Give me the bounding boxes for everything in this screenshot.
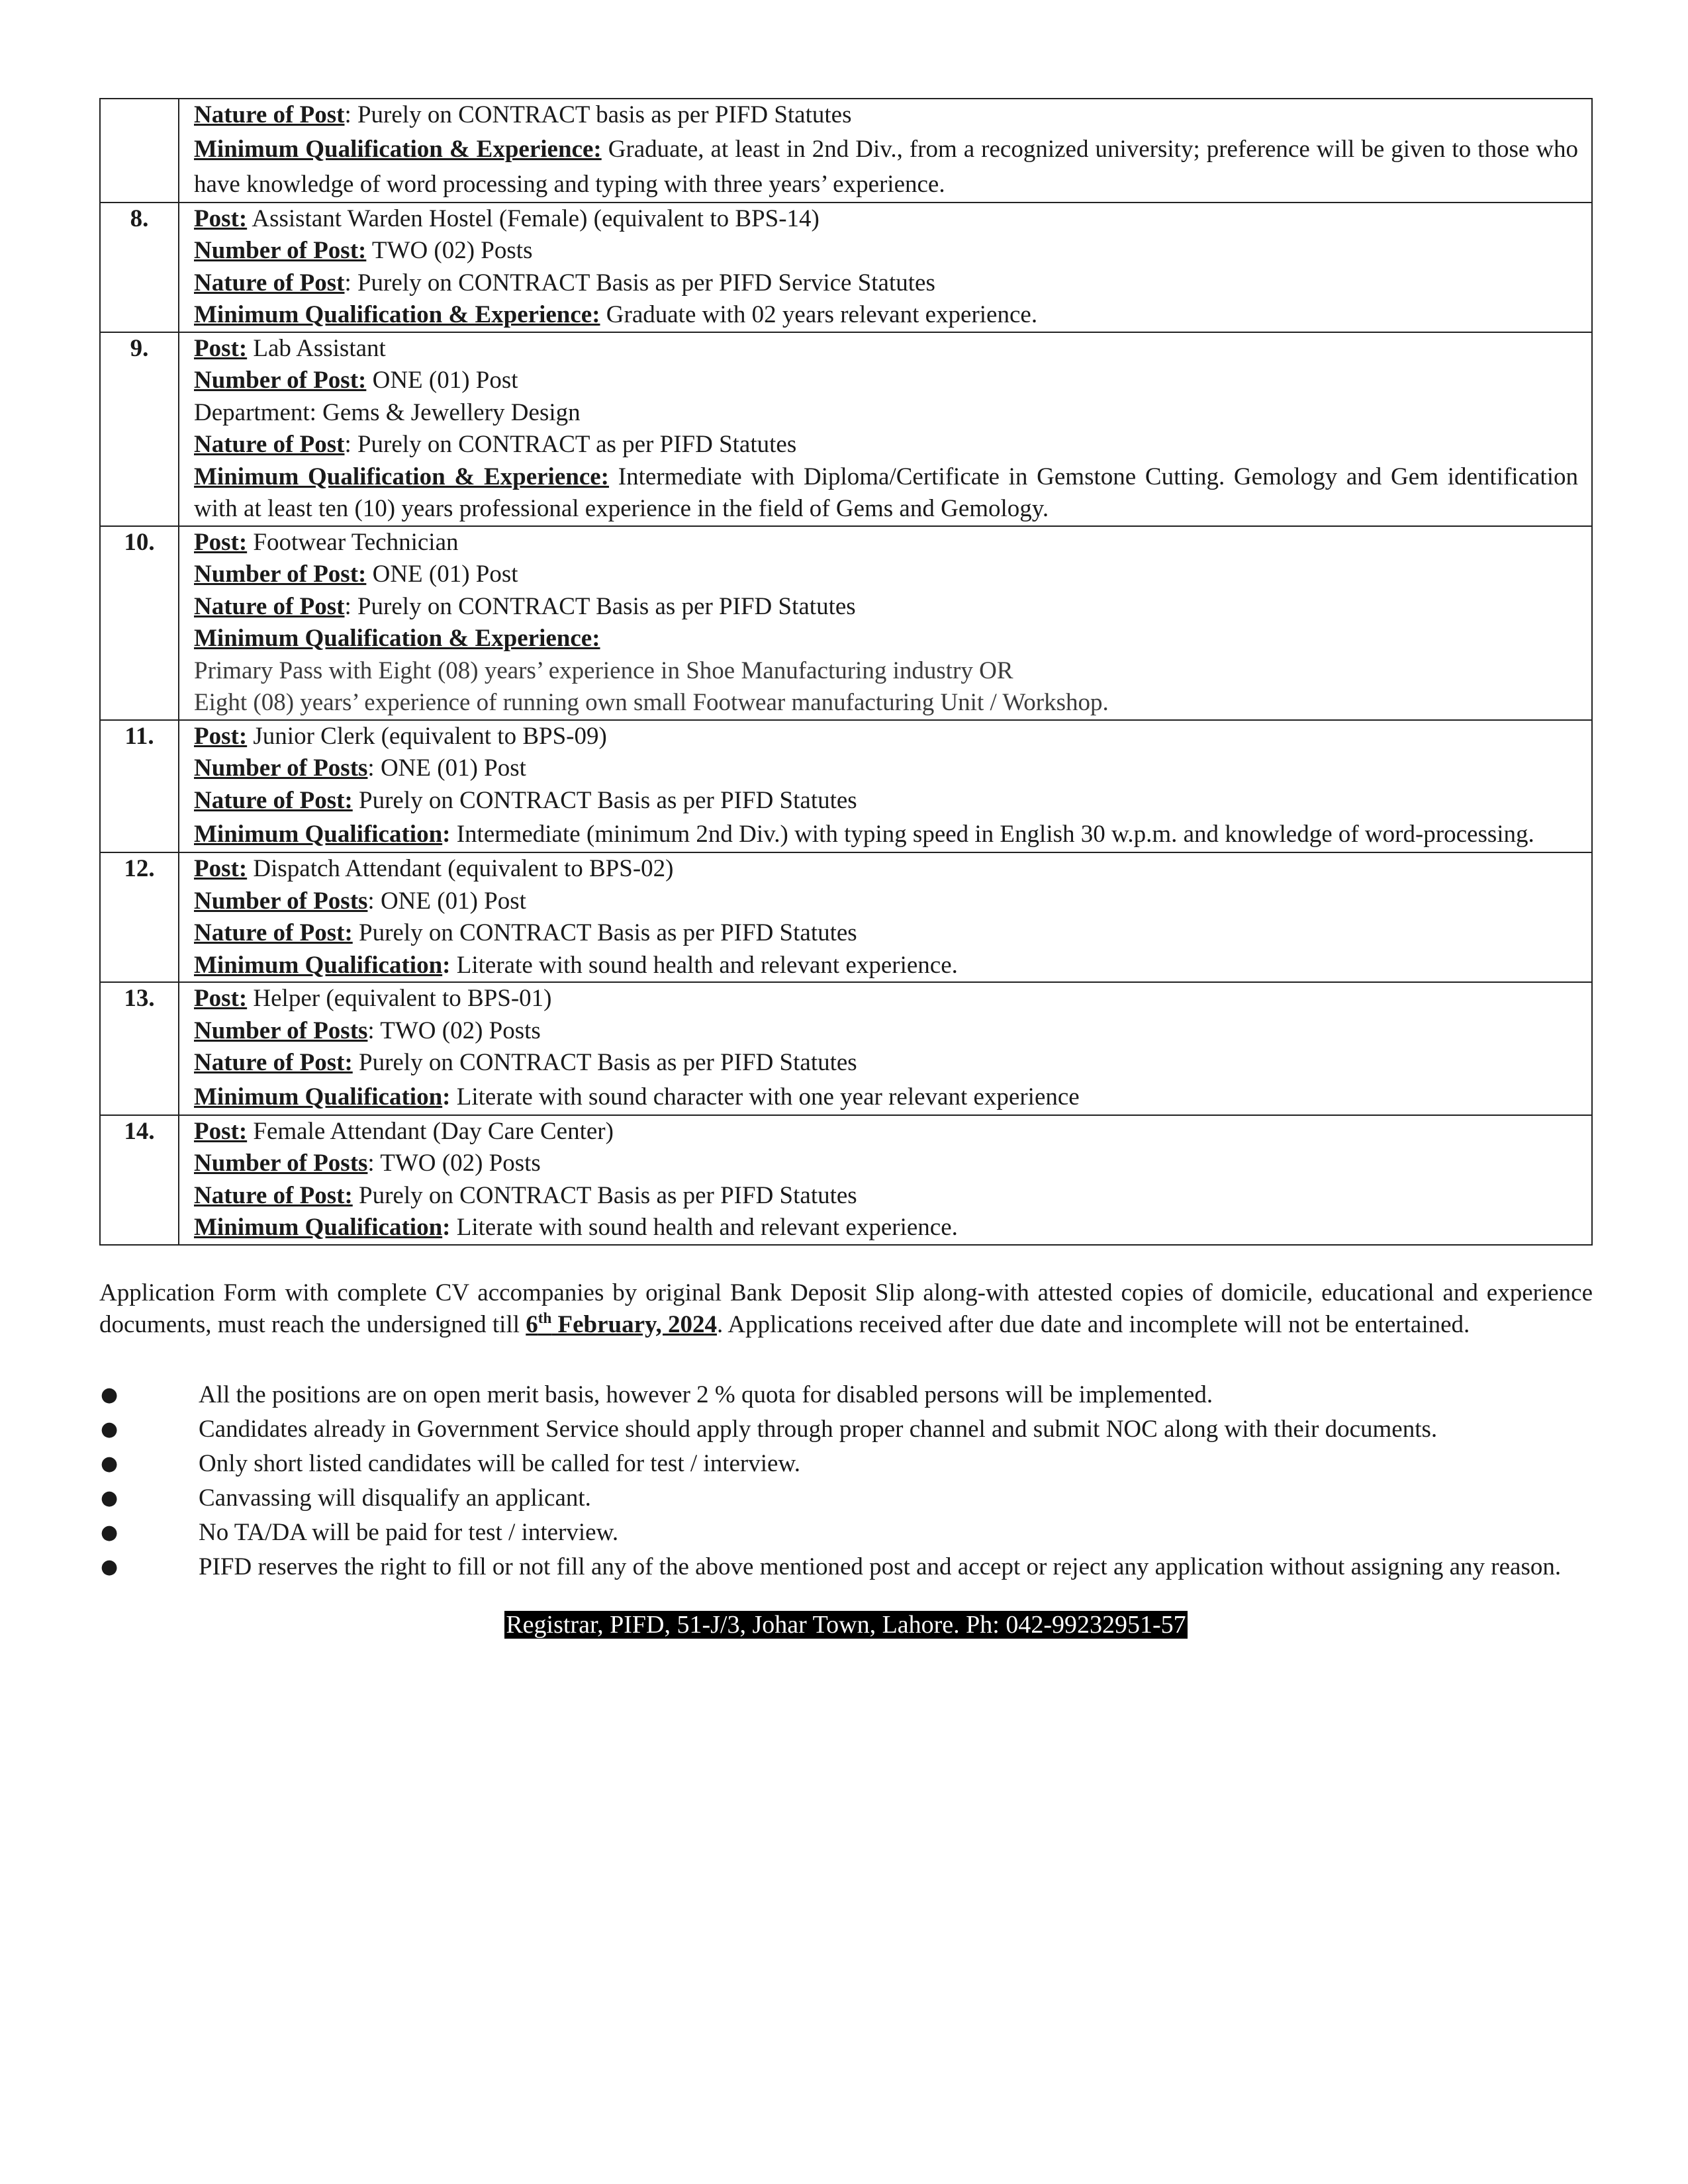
list-item: ● PIFD reserves the right to fill or not fill any of the above mentioned post and accept or reject any application without assigning any reason.	[99, 1550, 1593, 1584]
post-label: Post:	[194, 722, 248, 750]
post-value: Junior Clerk (equivalent to BPS-09)	[247, 722, 607, 750]
nature-label: Nature of Post:	[194, 786, 353, 814]
table-row	[100, 852, 1592, 982]
number-label: Number of Posts	[194, 1150, 368, 1177]
post-value: Assistant Warden Hostel (Female) (equivalent to BPS-14)	[247, 205, 820, 232]
number-value: : ONE (01) Post	[367, 754, 526, 782]
post-details: Post: Female Attendant (Day Care Center) Number of Posts: TWO (02) Posts Nature of Post: Purely on CONTRACT Basis as per PIFD Statutes Minimum Qualification: Literate with sound health and relevant experience.	[179, 1115, 1592, 1245]
min-qual-value: Literate with sound character with one year relevant experience	[450, 1083, 1080, 1111]
min-qual-value: Primary Pass with Eight (08) years’ experience in Shoe Manufacturing industry OR	[194, 657, 1013, 684]
post-details: Post: Dispatch Attendant (equivalent to BPS-02) Number of Posts: ONE (01) Post Nature of Post: Purely on CONTRACT Basis as per PIFD Statutes Minimum Qualification: Literate with sound health and relevant experience.	[179, 852, 1592, 982]
number-label: Number of Posts	[194, 754, 368, 782]
min-qual-value: Graduate with 02 years relevant experience.	[600, 301, 1038, 328]
table-row	[100, 332, 1592, 526]
number-label: Number of Post:	[194, 237, 367, 264]
row-number	[100, 99, 179, 203]
table-row	[100, 720, 1592, 853]
table-row	[100, 526, 1592, 720]
post-details	[179, 99, 1592, 203]
post-value: Female Attendant (Day Care Center)	[247, 1117, 614, 1145]
list-item: ● No TA/DA will be paid for test / interview.	[99, 1516, 1593, 1550]
nature-label: Nature of Post	[194, 431, 345, 458]
nature-value: : Purely on CONTRACT basis as per PIFD Statutes	[344, 101, 852, 128]
list-item: ● All the positions are on open merit basis, however 2 % quota for disabled persons will be implemented.	[99, 1378, 1593, 1412]
number-value: ONE (01) Post	[366, 561, 518, 588]
bullet-icon: ●	[101, 1383, 118, 1406]
document-page	[99, 98, 1593, 1640]
bullet-icon: ●	[101, 1417, 118, 1441]
number-value: TWO (02) Posts	[366, 237, 533, 264]
table-row	[100, 982, 1592, 1115]
min-qual-label: Minimum Qualification & Experience:	[194, 625, 600, 652]
min-qual-label: Minimum Qualification & Experience:	[194, 301, 600, 328]
row-number: 12.	[100, 852, 179, 982]
application-instructions	[99, 1277, 1593, 1341]
row-number: 14.	[100, 1115, 179, 1245]
bullet-icon: ●	[101, 1555, 118, 1578]
nature-value: : Purely on CONTRACT as per PIFD Statutes	[344, 431, 797, 458]
list-item: ● Only short listed candidates will be called for test / interview.	[99, 1447, 1593, 1481]
post-value: Lab Assistant	[247, 334, 386, 362]
post-value: Footwear Technician	[247, 528, 459, 556]
number-label: Number of Posts	[194, 1017, 368, 1044]
min-qual-value: Eight (08) years’ experience of running own small Footwear manufacturing Unit / Workshop.	[194, 689, 1109, 716]
row-number: 8.	[100, 203, 179, 332]
application-text: Application Form with complete CV accompanies by original Bank Deposit Slip along-with attested copies of domicile, educational and experience documents, must reach the undersigned till	[99, 1279, 1593, 1338]
nature-label: Nature of Post	[194, 592, 345, 620]
post-details: Post: Helper (equivalent to BPS-01) Number of Posts: TWO (02) Posts Nature of Post: Purely on CONTRACT Basis as per PIFD Statutes Minimum Qualification: Literate with sound character with one year relevant experience	[179, 982, 1592, 1115]
nature-label: Nature of Post:	[194, 1181, 353, 1209]
number-value: : ONE (01) Post	[367, 887, 526, 915]
nature-value: : Purely on CONTRACT Basis as per PIFD Statutes	[344, 592, 856, 620]
posts-table	[99, 98, 1593, 1246]
row-number: 13.	[100, 982, 179, 1115]
nature-value: Purely on CONTRACT Basis as per PIFD Statutes	[352, 1049, 857, 1076]
department-value: Department: Gems & Jewellery Design	[194, 398, 581, 426]
number-label: Number of Posts	[194, 887, 368, 915]
min-qual-label: Minimum Qualification & Experience:	[194, 135, 602, 163]
bullet-icon: ●	[101, 1451, 118, 1475]
terms-list	[99, 1378, 1593, 1584]
min-qual-label: Minimum Qualification	[194, 1083, 443, 1111]
min-qual-label: Minimum Qualification	[194, 821, 443, 848]
row-number: 11.	[100, 720, 179, 853]
post-label: Post:	[194, 528, 248, 556]
number-label: Number of Post:	[194, 367, 367, 394]
row-number: 10.	[100, 526, 179, 720]
row-number: 9.	[100, 332, 179, 526]
min-qual-label: Minimum Qualification	[194, 1214, 443, 1241]
post-details	[179, 332, 1592, 526]
nature-label: Nature of Post	[194, 269, 345, 296]
post-label: Post:	[194, 1117, 248, 1145]
min-qual-value: Intermediate with Diploma/Certificate in Gemstone Cutting. Gemology and Gem identification with at least ten (10) years professional experience in the field of Gems and Gemology.	[194, 463, 1578, 522]
min-qual-label: Minimum Qualification	[194, 951, 443, 979]
number-value: : TWO (02) Posts	[367, 1017, 541, 1044]
nature-value: Purely on CONTRACT Basis as per PIFD Statutes	[352, 1181, 857, 1209]
min-qual-value: Graduate, at least in 2nd Div., from a recognized university; preference will be given to those who have knowledge of word processing and typing with three years’ experience.	[194, 135, 1578, 198]
number-value: : TWO (02) Posts	[367, 1150, 541, 1177]
nature-value: Purely on CONTRACT Basis as per PIFD Statutes	[352, 786, 857, 814]
list-item: ● Candidates already in Government Service should apply through proper channel and submit NOC along with their documents.	[99, 1412, 1593, 1447]
min-qual-value: Literate with sound health and relevant experience.	[450, 1214, 958, 1241]
post-details	[179, 203, 1592, 332]
registrar-footer	[99, 1610, 1593, 1640]
nature-label: Nature of Post	[194, 101, 345, 128]
bullet-icon: ●	[101, 1486, 118, 1510]
deadline-date: 6th February, 2024	[526, 1309, 717, 1338]
post-value: Dispatch Attendant (equivalent to BPS-02)	[247, 855, 674, 882]
post-label: Post:	[194, 985, 248, 1012]
nature-label: Nature of Post:	[194, 919, 353, 946]
table-row	[100, 203, 1592, 332]
registrar-address: Registrar, PIFD, 51-J/3, Johar Town, Lahore. Ph: 042-99232951-57	[506, 1610, 1186, 1639]
number-label: Number of Post:	[194, 561, 367, 588]
number-value: ONE (01) Post	[366, 367, 518, 394]
table-row	[100, 99, 1592, 203]
bullet-icon: ●	[101, 1520, 118, 1544]
list-item: ● Canvassing will disqualify an applicant.	[99, 1481, 1593, 1516]
min-qual-value: Literate with sound health and relevant experience.	[450, 951, 958, 979]
nature-value: : Purely on CONTRACT Basis as per PIFD Service Statutes	[344, 269, 935, 296]
nature-value: Purely on CONTRACT Basis as per PIFD Statutes	[352, 919, 857, 946]
table-row	[100, 1115, 1592, 1245]
post-details: Post: Junior Clerk (equivalent to BPS-09) Number of Posts: ONE (01) Post Nature of Post: Purely on CONTRACT Basis as per PIFD Statutes Minimum Qualification: Intermediate (minimum 2nd Div.) with typing speed in English 30 w.p.m. and knowledge of word-processing.	[179, 720, 1592, 853]
post-label: Post:	[194, 205, 248, 232]
post-label: Post:	[194, 855, 248, 882]
min-qual-label: Minimum Qualification & Experience:	[194, 463, 610, 490]
post-details	[179, 526, 1592, 720]
post-label: Post:	[194, 334, 248, 362]
nature-label: Nature of Post:	[194, 1049, 353, 1076]
application-text-end: . Applications received after due date and incomplete will not be entertained.	[716, 1310, 1470, 1338]
post-value: Helper (equivalent to BPS-01)	[247, 985, 552, 1012]
min-qual-value: Intermediate (minimum 2nd Div.) with typing speed in English 30 w.p.m. and knowledge of word-processing.	[450, 821, 1534, 848]
